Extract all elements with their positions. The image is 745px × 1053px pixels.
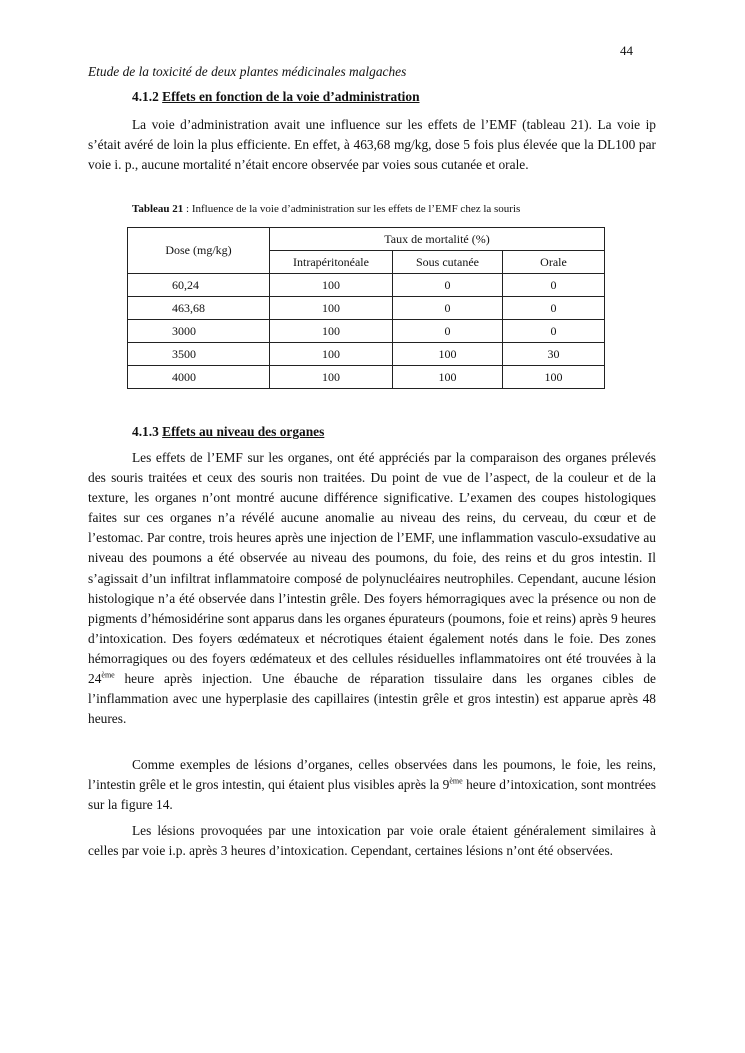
subheader-oral: Orale — [503, 251, 605, 274]
cell-sc: 0 — [393, 274, 503, 297]
subheader-ip: Intrapéritonéale — [270, 251, 393, 274]
cell-ip: 100 — [270, 274, 393, 297]
page-number: 44 — [620, 43, 633, 58]
cell-dose: 4000 — [128, 366, 270, 389]
table-caption-text: : Influence de la voie d’administration sur les effets de l’EMF chez la souris — [183, 203, 521, 215]
table-row — [128, 320, 605, 343]
section-heading-4-1-2 — [132, 89, 420, 105]
cell-oral: 30 — [503, 343, 605, 366]
paragraph-exemples-lesions — [88, 755, 656, 815]
cell-sc: 0 — [393, 320, 503, 343]
cell-dose: 3500 — [128, 343, 270, 366]
cell-ip: 100 — [270, 343, 393, 366]
paragraph-voie-administration: La voie d’administration avait une influence sur les effets de l’EMF (tableau 21). La voie ip s’était avéré de loin la plus efficiente. En effet, à 463,68 mg/kg, dose 5 fois plus élevée que la DL100 par voie i. p., aucune mortalité n’était encore observée par voies sous cutanée et orale. — [88, 117, 656, 173]
cell-sc: 100 — [393, 366, 503, 389]
col-header-group: Taux de mortalité (%) — [270, 228, 605, 251]
cell-oral: 0 — [503, 320, 605, 343]
table-caption — [132, 203, 520, 215]
cell-dose: 463,68 — [128, 297, 270, 320]
paragraph-text: Comme exemples de lésions d’organes, celles observées dans les poumons, le foie, les reins, l’intestin grêle et le gros intestin, qui étaient plus visibles après la 9 — [88, 757, 656, 793]
cell-dose: 60,24 — [128, 274, 270, 297]
cell-sc: 100 — [393, 343, 503, 366]
section-heading-4-1-3 — [132, 424, 324, 440]
cell-oral: 0 — [503, 297, 605, 320]
paragraph-text: heure d’intoxication, sont montrées sur la figure 14. — [88, 777, 656, 813]
cell-ip: 100 — [270, 320, 393, 343]
table-row — [128, 297, 605, 320]
table-row — [128, 343, 605, 366]
paragraph-text: heure après injection. Une ébauche de réparation tissulaire dans les organes cibles de l’inflammation avec une hyperplasie des capillaires (intestin grêle et gros intestin) est apparue après 48 heures. — [88, 671, 656, 727]
paragraph-organes — [88, 448, 656, 729]
paragraph-voie-orale: Les lésions provoquées par une intoxication par voie orale étaient généralement similaires à celles par voie i.p. après 3 heures d’intoxication. Cependant, certaines lésions n’ont été observées. — [88, 823, 656, 859]
section-number: 4.1.3 — [132, 424, 159, 439]
table-caption-label: Tableau 21 — [132, 203, 184, 215]
section-number: 4.1.2 — [132, 89, 159, 104]
mortality-table — [127, 227, 605, 389]
cell-sc: 0 — [393, 297, 503, 320]
table-row — [128, 366, 605, 389]
cell-oral: 100 — [503, 366, 605, 389]
superscript: ème — [101, 670, 115, 680]
cell-oral: 0 — [503, 274, 605, 297]
cell-ip: 100 — [270, 366, 393, 389]
section-title: Effets au niveau des organes — [162, 424, 325, 439]
cell-dose: 3000 — [128, 320, 270, 343]
subheader-sc: Sous cutanée — [393, 251, 503, 274]
superscript: ème — [449, 776, 463, 786]
paragraph-text: Les effets de l’EMF sur les organes, ont été appréciés par la comparaison des organes prélevés des souris traitées et ceux des souris non traitées. Du point de vue de l’aspect, de la couleur et de la texture, les organes n’ont montré aucune différence significative. L’examen des coupes histologiques faites sur ces organes n’a révélé aucune anomalie au niveau des reins, du cerveau, du cœur et de l’estomac. Par contre, trois heures après une injection de l’EMF, une inflammation vasculo-exsudative au niveau des poumons a été observée au niveau des poumons, du foie, des reins et du gros intestin. Il s’agissait d’un infiltrat inflammatoire composé de polynucléaires neutrophiles. Cependant, aucune lésion histologique n’a été observée dans l’intestin grêle. Des foyers hémorragiques avec la présence ou non de pigments d’hémosidérine sont apparus dans les organes épurateurs (poumons, foie et reins) après 9 heures d’intoxication. Des foyers œdémateux et nécrotiques étaient également notés dans le foie. Des zones hémorragiques ou des foyers œdémateux et des cellules résiduelles inflammatoires ont été trouvées à la 24 — [88, 450, 656, 687]
running-header: Etude de la toxicité de deux plantes médicinales malgaches — [88, 64, 407, 79]
cell-ip: 100 — [270, 297, 393, 320]
col-header-dose: Dose (mg/kg) — [128, 228, 270, 274]
section-title: Effets en fonction de la voie d’administration — [162, 89, 420, 104]
table-row — [128, 274, 605, 297]
